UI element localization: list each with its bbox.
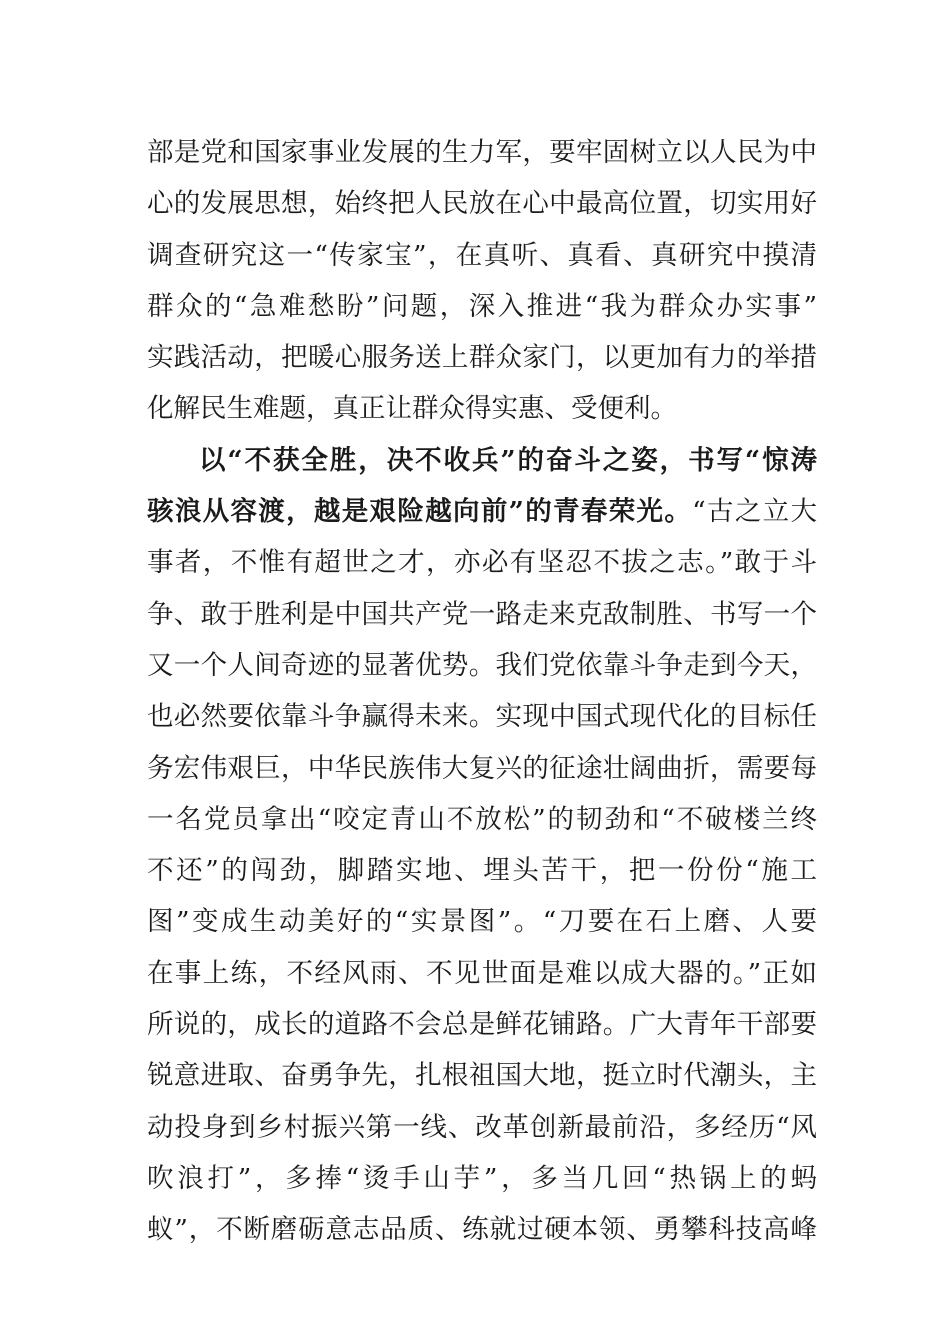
text-line: 事者，不惟有超世之才，亦必有坚忍不拔之志。”敢于斗 bbox=[147, 547, 817, 579]
text-line: 一名党员拿出“咬定青山不放松”的韧劲和“不破楼兰终 bbox=[147, 803, 817, 835]
text-line: 又一个人间奇迹的显著优势。我们党依靠斗争走到今天， bbox=[147, 649, 817, 681]
text-line: 吹浪打”，多捧“烫手山芋”，多当几回“热锅上的蚂 bbox=[147, 1162, 817, 1194]
text-line: 所说的，成长的道路不会总是鲜花铺路。广大青年干部要 bbox=[147, 1009, 817, 1041]
text-line: 蚁”，不断磨砺意志品质、练就过硬本领、勇攀科技高峰 bbox=[147, 1214, 817, 1246]
text-line: 务宏伟艰巨，中华民族伟大复兴的征途壮阔曲折，需要每 bbox=[147, 752, 817, 784]
text-line: 也必然要依靠斗争赢得未来。实现中国式现代化的目标任 bbox=[147, 701, 817, 733]
text-line: 化解民生难题，真正让群众得实惠、受便利。 bbox=[147, 393, 677, 425]
text-line: 动投身到乡村振兴第一线、改革创新最前沿，多经历“风 bbox=[147, 1111, 817, 1143]
text-line: 调查研究这一“传家宝”，在真听、真看、真研究中摸清 bbox=[147, 239, 817, 271]
text-line: 不还”的闯劲，脚踏实地、埋头苦干，把一份份“施工 bbox=[147, 855, 817, 887]
text-line-mixed bbox=[147, 486, 817, 537]
text-line: 实践活动，把暖心服务送上群众家门，以更加有力的举措 bbox=[147, 342, 817, 374]
text-line: 在事上练，不经风雨、不见世面是难以成大器的。”正如 bbox=[147, 957, 817, 989]
text-line: 心的发展思想，始终把人民放在心中最高位置，切实用好 bbox=[147, 188, 817, 220]
body-text bbox=[147, 127, 817, 1256]
quote-start: “古之立大 bbox=[692, 496, 817, 528]
text-line: 部是党和国家事业发展的生力军，要牢固树立以人民为中 bbox=[147, 137, 817, 168]
paragraph-heading-tail: 骇浪从容渡，越是艰险越向前”的青春荣光。 bbox=[147, 496, 693, 528]
paragraph-heading-line: 以“不获全胜，决不收兵”的奋斗之姿，书写“惊涛 bbox=[199, 444, 817, 476]
text-line: 锐意进取、奋勇争先，扎根祖国大地，挺立时代潮头，主 bbox=[147, 1060, 817, 1092]
text-line: 图”变成生动美好的“实景图”。“刀要在石上磨、人要 bbox=[147, 906, 817, 938]
text-line: 争、敢于胜利是中国共产党一路走来克敌制胜、书写一个 bbox=[147, 598, 817, 630]
text-line: 群众的“急难愁盼”问题，深入推进“我为群众办实事” bbox=[147, 290, 817, 322]
